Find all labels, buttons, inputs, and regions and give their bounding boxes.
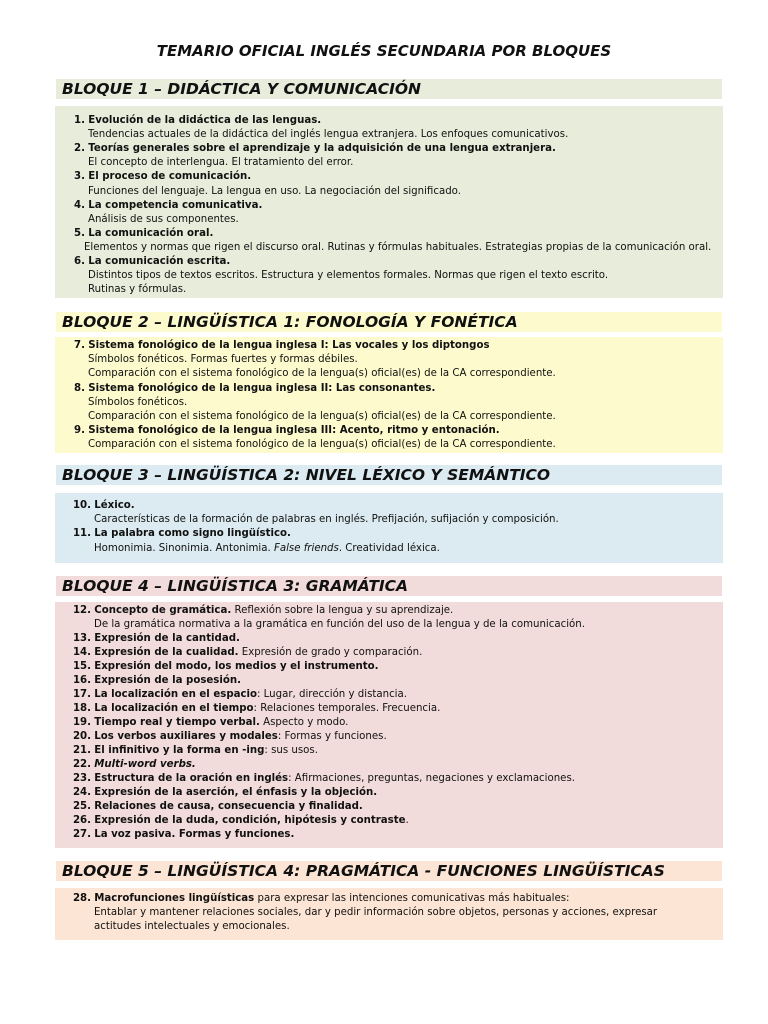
topic-item bbox=[55, 800, 363, 813]
topic-title: Expresión de la posesión. bbox=[94, 675, 241, 686]
topic-item bbox=[55, 786, 377, 799]
topic-text: : Afirmaciones, preguntas, negaciones y exclamaciones. bbox=[288, 773, 575, 784]
topic-title: Léxico. bbox=[94, 500, 135, 511]
topic-title: Macrofunciones lingüísticas bbox=[94, 893, 255, 904]
topic-title: Expresión de la cualidad. bbox=[94, 647, 239, 658]
topic-item bbox=[55, 382, 435, 395]
topic-title: Expresión de la duda, condición, hipótesis y contraste bbox=[94, 815, 406, 826]
topic-title: La localización en el espacio bbox=[94, 689, 258, 700]
topic-number: 25. bbox=[72, 801, 91, 812]
topic-item bbox=[55, 646, 422, 659]
topic-number: 16. bbox=[72, 675, 91, 686]
block-heading-4: BLOQUE 4 – LINGÜÍSTICA 3: GRAMÁTICA bbox=[56, 576, 722, 596]
topic-item bbox=[55, 170, 251, 183]
topic-item bbox=[55, 828, 294, 841]
topic-item bbox=[55, 814, 409, 827]
topic-text: Funciones del lenguaje. La lengua en uso. La negociación del significado. bbox=[88, 185, 461, 197]
topic-title: La comunicación oral. bbox=[88, 227, 214, 239]
topic-item bbox=[55, 604, 453, 617]
topic-text: Rutinas y fórmulas. bbox=[88, 284, 187, 296]
topic-description bbox=[94, 618, 585, 631]
topic-item bbox=[55, 772, 575, 785]
topic-item bbox=[55, 142, 556, 155]
block-heading-5: BLOQUE 5 – LINGÜÍSTICA 4: PRAGMÁTICA - FUNCIONES LINGÜÍSTICAS bbox=[56, 861, 722, 881]
topic-number: 19. bbox=[72, 717, 91, 728]
topic-item bbox=[55, 758, 196, 771]
topic-number: 15. bbox=[72, 661, 91, 672]
topic-text: Elementos y normas que rigen el discurso oral. Rutinas y fórmulas habituales. Estrategias propias de la comunicación oral. bbox=[84, 241, 712, 253]
topic-text: Tendencias actuales de la didáctica del inglés lengua extranjera. Los enfoques comunicativos. bbox=[88, 129, 569, 141]
topic-number: 22. bbox=[72, 759, 91, 770]
topic-title: Expresión del modo, los medios y el instrumento. bbox=[94, 661, 379, 672]
topic-text: Símbolos fonéticos. Formas fuertes y formas débiles. bbox=[88, 354, 358, 366]
topic-item bbox=[55, 114, 321, 127]
topic-description bbox=[88, 269, 608, 282]
topic-number: 10. bbox=[72, 500, 91, 511]
topic-title: El infinitivo y la forma en -ing bbox=[94, 745, 265, 756]
topic-text: actitudes intelectuales y emocionales. bbox=[94, 921, 290, 932]
topic-title: Expresión de la cantidad. bbox=[94, 633, 240, 644]
topic-number: 1. bbox=[74, 115, 85, 126]
topic-description bbox=[88, 283, 186, 296]
topic-text: : Lugar, dirección y distancia. bbox=[257, 689, 407, 700]
topic-text: Características de la formación de palabras en inglés. Prefijación, sufijación y composición. bbox=[94, 514, 559, 526]
topic-item bbox=[55, 730, 387, 743]
topic-number: 3. bbox=[74, 171, 85, 183]
topic-text: : Relaciones temporales. Frecuencia. bbox=[253, 703, 441, 714]
topic-number: 11. bbox=[72, 528, 91, 540]
topic-title: Teorías generales sobre el aprendizaje y la adquisición de una lengua extranjera. bbox=[88, 143, 556, 155]
topic-description bbox=[88, 410, 556, 423]
topic-title: Tiempo real y tiempo verbal. bbox=[94, 717, 260, 728]
topic-item bbox=[55, 527, 291, 540]
topic-text: para expresar las intenciones comunicativas más habituales: bbox=[254, 893, 570, 904]
topic-item bbox=[55, 199, 262, 212]
topic-title: La comunicación escrita. bbox=[88, 256, 231, 267]
topic-number: 9. bbox=[74, 425, 85, 437]
topic-item bbox=[55, 499, 135, 512]
topic-text: . bbox=[405, 815, 409, 826]
topic-description bbox=[88, 185, 461, 198]
topic-item bbox=[55, 744, 318, 757]
topic-number: 6. bbox=[74, 256, 85, 267]
topic-text: Comparación con el sistema fonológico de la lengua(s) oficial(es) de la CA correspondiente. bbox=[88, 439, 556, 451]
topic-number: 21. bbox=[72, 745, 91, 756]
topic-number: 17. bbox=[72, 689, 91, 700]
topic-item bbox=[55, 632, 240, 645]
topic-title: Concepto de gramática. bbox=[94, 605, 232, 616]
topic-description bbox=[88, 353, 358, 366]
topic-description bbox=[84, 241, 711, 254]
topic-description bbox=[88, 438, 556, 451]
topic-title: Sistema fonológico de la lengua inglesa III: Acento, ritmo y entonación. bbox=[88, 425, 500, 437]
topic-title: La voz pasiva. Formas y funciones. bbox=[94, 829, 295, 840]
topic-description bbox=[88, 396, 187, 409]
block-heading-2: BLOQUE 2 – LINGÜÍSTICA 1: FONOLOGÍA Y FONÉTICA bbox=[56, 312, 722, 332]
topic-text: De la gramática normativa a la gramática en función del uso de la lengua y de la comunicación. bbox=[94, 619, 585, 630]
topic-number: 2. bbox=[74, 143, 85, 155]
topic-number: 12. bbox=[72, 605, 91, 616]
topic-item bbox=[55, 716, 348, 729]
topic-italic-text: False friends bbox=[270, 542, 339, 554]
block-heading-1: BLOQUE 1 – DIDÁCTICA Y COMUNICACIÓN bbox=[56, 79, 722, 99]
topic-number: 14. bbox=[72, 647, 91, 658]
topic-title: Expresión de la aserción, el énfasis y la objeción. bbox=[94, 787, 378, 798]
topic-text: Homonimia. Sinonimia. Antonimia. bbox=[94, 542, 271, 554]
topic-description bbox=[88, 367, 556, 380]
topic-number: 18. bbox=[72, 703, 91, 714]
topic-number: 8. bbox=[74, 382, 85, 394]
topic-description bbox=[88, 156, 353, 169]
topic-number: 27. bbox=[72, 829, 91, 840]
topic-text: Aspecto y modo. bbox=[259, 717, 349, 728]
block-panel-1 bbox=[55, 106, 723, 298]
topic-item bbox=[55, 424, 500, 437]
topic-title: La localización en el tiempo bbox=[94, 703, 254, 714]
topic-description bbox=[94, 920, 290, 933]
topic-title: Sistema fonológico de la lengua inglesa I: Las vocales y los diptongos bbox=[88, 340, 490, 351]
topic-item bbox=[55, 702, 440, 715]
topic-number: 20. bbox=[72, 731, 91, 742]
topic-text: Distintos tipos de textos escritos. Estructura y elementos formales. Normas que rigen el texto escrito. bbox=[88, 270, 609, 282]
topic-text: Comparación con el sistema fonológico de la lengua(s) oficial(es) de la CA correspondiente. bbox=[88, 368, 556, 380]
topic-title: Estructura de la oración en inglés bbox=[94, 773, 289, 784]
topic-number: 13. bbox=[72, 633, 91, 644]
topic-text-tail: . Creatividad léxica. bbox=[338, 542, 440, 554]
topic-description bbox=[94, 513, 559, 526]
topic-title: Sistema fonológico de la lengua inglesa II: Las consonantes. bbox=[88, 382, 436, 394]
topic-number: 28. bbox=[72, 893, 91, 904]
topic-number: 5. bbox=[74, 227, 85, 239]
topic-item bbox=[55, 674, 241, 687]
topic-text: Análisis de sus componentes. bbox=[88, 213, 239, 225]
block-panel-4 bbox=[55, 602, 723, 848]
topic-description bbox=[94, 542, 440, 555]
block-panel-2 bbox=[55, 337, 723, 453]
topic-item bbox=[55, 339, 490, 352]
topic-title: El proceso de comunicación. bbox=[88, 171, 252, 183]
topic-title: Los verbos auxiliares y modales bbox=[94, 731, 278, 742]
topic-title: La competencia comunicativa. bbox=[88, 199, 263, 211]
topic-item bbox=[55, 892, 569, 905]
topic-description bbox=[88, 213, 239, 226]
topic-title: La palabra como signo lingüístico. bbox=[94, 528, 291, 540]
topic-text: Entablar y mantener relaciones sociales, dar y pedir información sobre objetos, personas y acciones, expresar bbox=[94, 907, 658, 918]
block-panel-5 bbox=[55, 888, 723, 940]
page-title: TEMARIO OFICIAL INGLÉS SECUNDARIA POR BLOQUES bbox=[156, 42, 612, 60]
topic-text: Expresión de grado y comparación. bbox=[238, 647, 423, 658]
topic-text: : sus usos. bbox=[264, 745, 318, 756]
topic-description bbox=[94, 906, 657, 919]
topic-text: El concepto de interlengua. El tratamiento del error. bbox=[88, 157, 354, 169]
topic-item bbox=[55, 688, 407, 701]
topic-item bbox=[55, 255, 230, 268]
topic-description bbox=[88, 128, 568, 141]
topic-number: 24. bbox=[72, 787, 91, 798]
block-panel-3 bbox=[55, 493, 723, 563]
topic-text: Símbolos fonéticos. bbox=[88, 396, 188, 408]
topic-number: 7. bbox=[74, 340, 85, 351]
topic-title: Relaciones de causa, consecuencia y finalidad. bbox=[94, 801, 363, 812]
topic-item bbox=[55, 227, 213, 240]
topic-item bbox=[55, 660, 379, 673]
topic-number: 23. bbox=[72, 773, 91, 784]
topic-text: Reflexión sobre la lengua y su aprendizaje. bbox=[231, 605, 454, 616]
topic-text: Comparación con el sistema fonológico de la lengua(s) oficial(es) de la CA correspondiente. bbox=[88, 411, 556, 422]
topic-title: Multi-word verbs. bbox=[94, 759, 196, 770]
topic-number: 26. bbox=[72, 815, 91, 826]
topic-number: 4. bbox=[74, 199, 85, 211]
block-heading-3: BLOQUE 3 – LINGÜÍSTICA 2: NIVEL LÉXICO Y SEMÁNTICO bbox=[56, 465, 722, 485]
topic-text: : Formas y funciones. bbox=[277, 731, 387, 742]
topic-title: Evolución de la didáctica de las lenguas. bbox=[88, 115, 322, 126]
